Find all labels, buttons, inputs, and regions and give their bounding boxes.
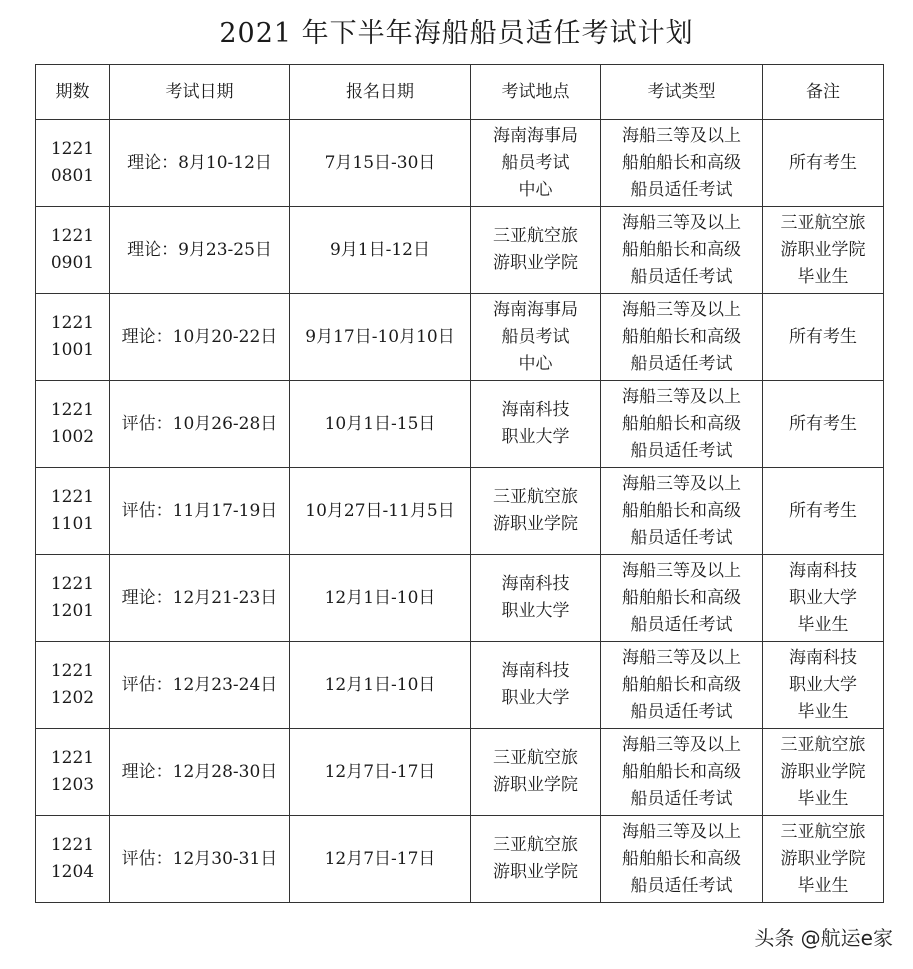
column-header-registration-date: 报名日期 <box>290 65 471 120</box>
exam-type-cell: 海船三等及以上 船舶船长和高级 船员适任考试 <box>601 555 763 642</box>
column-header-location: 考试地点 <box>471 65 601 120</box>
exam-date-cell: 理论：9月23-25日 <box>110 207 290 294</box>
registration-date-cell: 7月15日-30日 <box>290 120 471 207</box>
table-row <box>36 120 884 207</box>
exam-type-cell: 海船三等及以上 船舶船长和高级 船员适任考试 <box>601 468 763 555</box>
note-cell: 三亚航空旅 游职业学院 毕业生 <box>763 729 884 816</box>
period-cell: 1221 0901 <box>36 207 110 294</box>
note-cell: 海南科技 职业大学 毕业生 <box>763 642 884 729</box>
registration-date-cell: 10月1日-15日 <box>290 381 471 468</box>
location-cell: 三亚航空旅 游职业学院 <box>471 207 601 294</box>
registration-date-cell: 9月1日-12日 <box>290 207 471 294</box>
period-cell: 1221 1201 <box>36 555 110 642</box>
note-cell: 三亚航空旅 游职业学院 毕业生 <box>763 207 884 294</box>
period-cell: 1221 1002 <box>36 381 110 468</box>
document-title: 2021 年下半年海船船员适任考试计划 <box>219 18 694 49</box>
table-row <box>36 294 884 381</box>
period-cell: 1221 1204 <box>36 816 110 903</box>
note-cell: 海南科技 职业大学 毕业生 <box>763 555 884 642</box>
location-cell: 海南海事局 船员考试 中心 <box>471 294 601 381</box>
location-cell: 海南科技 职业大学 <box>471 555 601 642</box>
exam-type-cell: 海船三等及以上 船舶船长和高级 船员适任考试 <box>601 207 763 294</box>
period-cell: 1221 0801 <box>36 120 110 207</box>
registration-date-cell: 12月7日-17日 <box>290 816 471 903</box>
location-cell: 三亚航空旅 游职业学院 <box>471 816 601 903</box>
source-watermark: 头条 @航运e家 <box>754 926 893 950</box>
registration-date-cell: 12月1日-10日 <box>290 555 471 642</box>
registration-date-cell: 9月17日-10月10日 <box>290 294 471 381</box>
exam-date-cell: 理论：8月10-12日 <box>110 120 290 207</box>
registration-date-cell: 10月27日-11月5日 <box>290 468 471 555</box>
exam-schedule-table <box>35 64 884 903</box>
column-header-exam-date: 考试日期 <box>110 65 290 120</box>
exam-type-cell: 海船三等及以上 船舶船长和高级 船员适任考试 <box>601 381 763 468</box>
period-cell: 1221 1203 <box>36 729 110 816</box>
exam-date-cell: 理论：12月28-30日 <box>110 729 290 816</box>
column-header-note: 备注 <box>763 65 884 120</box>
exam-date-cell: 理论：10月20-22日 <box>110 294 290 381</box>
column-header-exam-type: 考试类型 <box>601 65 763 120</box>
exam-type-cell: 海船三等及以上 船舶船长和高级 船员适任考试 <box>601 729 763 816</box>
note-cell: 所有考生 <box>763 294 884 381</box>
period-cell: 1221 1101 <box>36 468 110 555</box>
table-row <box>36 729 884 816</box>
exam-date-cell: 理论：12月21-23日 <box>110 555 290 642</box>
column-header-period: 期数 <box>36 65 110 120</box>
note-cell: 所有考生 <box>763 381 884 468</box>
exam-date-cell: 评估：12月23-24日 <box>110 642 290 729</box>
location-cell: 海南科技 职业大学 <box>471 642 601 729</box>
note-cell: 所有考生 <box>763 120 884 207</box>
table-row <box>36 816 884 903</box>
table-row <box>36 468 884 555</box>
period-cell: 1221 1202 <box>36 642 110 729</box>
exam-date-cell: 评估：11月17-19日 <box>110 468 290 555</box>
table-header-row <box>36 65 884 120</box>
location-cell: 海南海事局 船员考试 中心 <box>471 120 601 207</box>
table-row <box>36 555 884 642</box>
exam-date-cell: 评估：10月26-28日 <box>110 381 290 468</box>
exam-type-cell: 海船三等及以上 船舶船长和高级 船员适任考试 <box>601 816 763 903</box>
location-cell: 海南科技 职业大学 <box>471 381 601 468</box>
exam-type-cell: 海船三等及以上 船舶船长和高级 船员适任考试 <box>601 294 763 381</box>
location-cell: 三亚航空旅 游职业学院 <box>471 729 601 816</box>
note-cell: 三亚航空旅 游职业学院 毕业生 <box>763 816 884 903</box>
table-row <box>36 381 884 468</box>
registration-date-cell: 12月1日-10日 <box>290 642 471 729</box>
table-row <box>36 642 884 729</box>
exam-type-cell: 海船三等及以上 船舶船长和高级 船员适任考试 <box>601 642 763 729</box>
registration-date-cell: 12月7日-17日 <box>290 729 471 816</box>
table-row <box>36 207 884 294</box>
exam-type-cell: 海船三等及以上 船舶船长和高级 船员适任考试 <box>601 120 763 207</box>
location-cell: 三亚航空旅 游职业学院 <box>471 468 601 555</box>
period-cell: 1221 1001 <box>36 294 110 381</box>
note-cell: 所有考生 <box>763 468 884 555</box>
exam-date-cell: 评估：12月30-31日 <box>110 816 290 903</box>
